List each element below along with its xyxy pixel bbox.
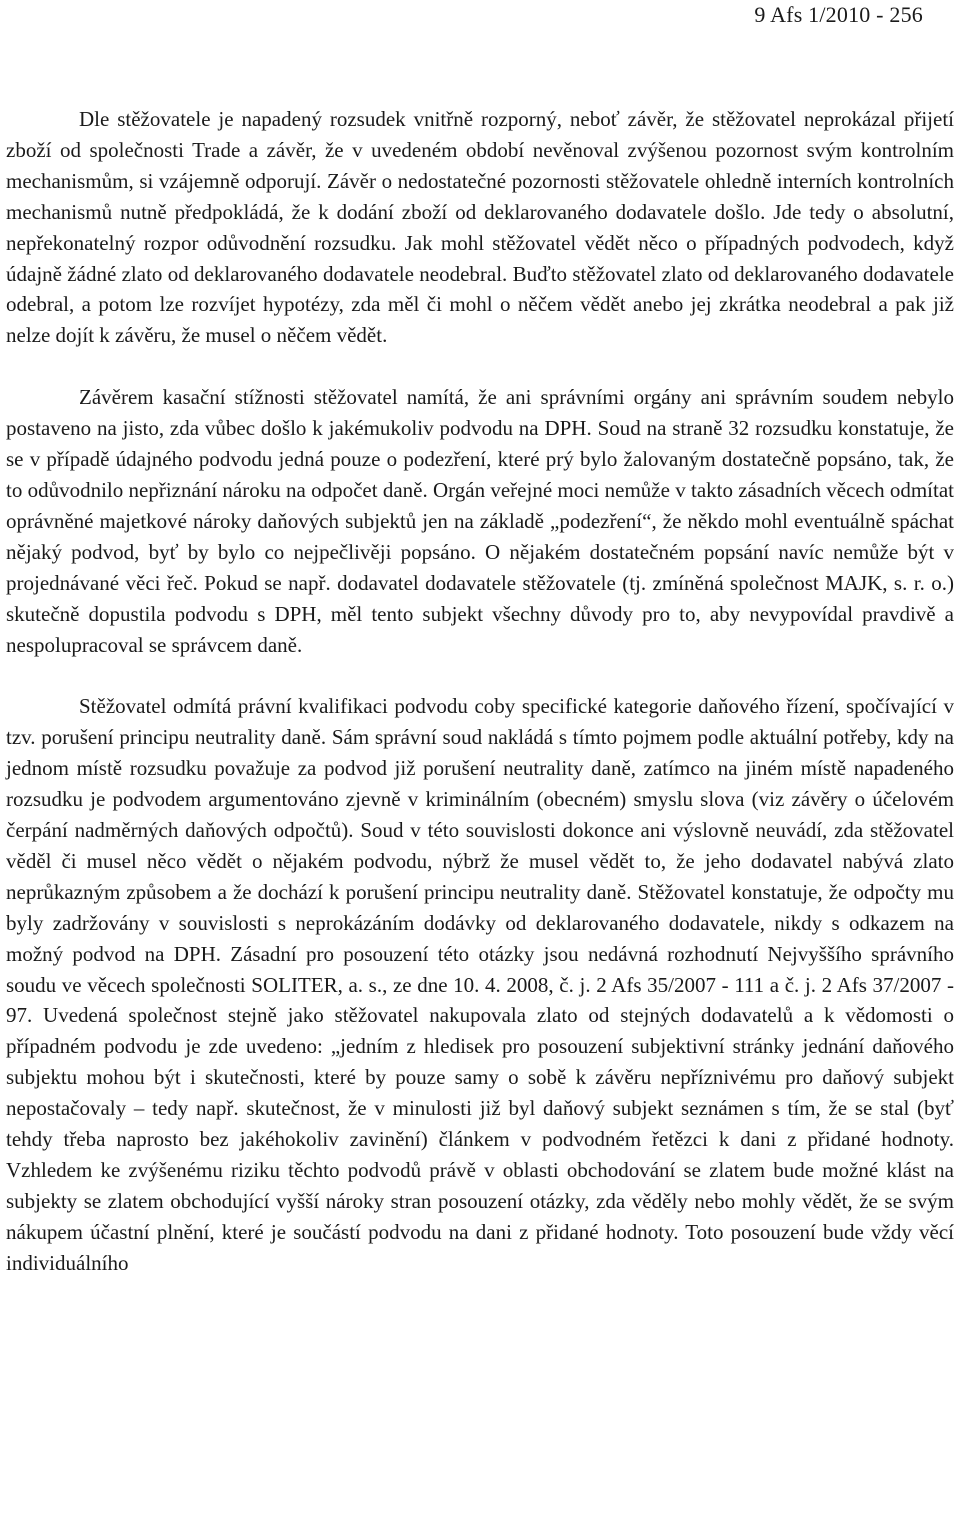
case-reference: 9 Afs 1/2010 - 256	[754, 2, 923, 27]
paragraph-3: Stěžovatel odmítá právní kvalifikaci podvodu coby specifické kategorie daňového řízení, spočívající v tzv. porušení principu neutrality daně. Sám správní soud nakládá s tímto pojmem podle aktuální potřeby, kdy na jednom místě rozsudku považuje za podvod již porušení neutrality daně, zatímco na jiném místě napadeného rozsudku je podvodem argumentováno zjevně v kriminálním (obecném) smyslu slova (viz závěry o účelovém čerpání nadměrných daňových odpočtů). Soud v této souvislosti dokonce ani výslovně neuvádí, zda stěžovatel věděl či musel něco vědět o nějakém podvodu, nýbrž že musel vědět to, že jeho dodavatel nabývá zlato neprůkazným způsobem a že dochází k porušení principu neutrality daně. Stěžovatel konstatuje, že odpočty mu byly zadržovány v souvislosti s neprokázáním dodávky od deklarovaného dodavatele, nikdy s odkazem na možný podvod na DPH. Zásadní pro posouzení této otázky jsou nedávná rozhodnutí Nejvyššího správního soudu ve věcech společnosti SOLITER, a. s., ze dne 10. 4. 2008, č. j. 2 Afs 35/2007 - 111 a č. j. 2 Afs 37/2007 - 97. Uvedená společnost stejně jako stěžovatel nakupovala zlato od stejných dodavatelů a k vědomosti o případném podvodu je zde uvedeno: „jedním z hledisek pro posouzení subjektivní stránky jednání daňového subjektu mohou být i skutečnosti, které by pouze samy o sobě k závěru nepříznivému pro daňový subjekt nepostačovaly – tedy např. skutečnost, že v minulosti již byl daňový subjekt seznámen s tím, že se stal (byť tehdy třeba naprosto bez jakéhokoliv zavinění) článkem v podvodném řetězci k dani z přidané hodnoty. Vzhledem ke zvýšenému riziku těchto podvodů právě v oblasti obchodování se zlatem bude možné klást na subjekty se zlatem obchodující vyšší nároky stran posouzení otázky, zda věděly nebo mohly vědět, že se svým nákupem účastní plnění, které je součástí podvodu na dani z přidané hodnoty. Toto posouzení bude vždy věcí individuálního	[6, 694, 954, 1275]
document-body	[6, 104, 954, 1310]
paragraph-2: Závěrem kasační stížnosti stěžovatel namítá, že ani správními orgány ani správním soudem nebylo postaveno na jisto, zda vůbec došlo k jakémukoliv podvodu na DPH. Soud na straně 32 rozsudku konstatuje, že se v případě údajného podvodu jedná pouze o podezření, které prý bylo žalovaným dostatečně popsáno, tak, že to odůvodnilo nepřiznání nároku na odpočet daně. Orgán veřejné moci nemůže v takto zásadních věcech odmítat oprávněné majetkové nároky daňových subjektů jen na základě „podezření“, že někdo mohl eventuálně spáchat nějaký podvod, byť by bylo co nejpečlivěji popsáno. O nějakém dostatečném popsání navíc nemůže být v projednávané věci řeč. Pokud se např. dodavatel dodavatele stěžovatele (tj. zmíněná společnost MAJK, s. r. o.) skutečně dopustila podvodu s DPH, měl tento subjekt všechny důvody pro to, aby nevypovídal pravdivě a nespolupracoval se správcem daně.	[6, 385, 954, 657]
paragraph-1: Dle stěžovatele je napadený rozsudek vnitřně rozporný, neboť závěr, že stěžovatel neprokázal přijetí zboží od společnosti Trade a závěr, že v uvedeném období nevěnoval zvýšenou pozornost svým kontrolním mechanismům, si vzájemně odporují. Závěr o nedostatečné pozornosti stěžovatele ohledně interních kontrolních mechanismů nutně předpokládá, že k dodání zboží od deklarovaného dodavatele došlo. Jde tedy o absolutní, nepřekonatelný rozpor odůvodnění rozsudku. Jak mohl stěžovatel vědět něco o případných podvodech, když údajně žádné zlato od deklarovaného dodavatele neodebral. Buďto stěžovatel zlato od deklarovaného dodavatele odebral, a potom lze rozvíjet hypotézy, zda měl či mohl o něčem vědět anebo jej zkrátka neodebral a pak již nelze dojít k závěru, že musel o něčem vědět.	[6, 107, 954, 348]
